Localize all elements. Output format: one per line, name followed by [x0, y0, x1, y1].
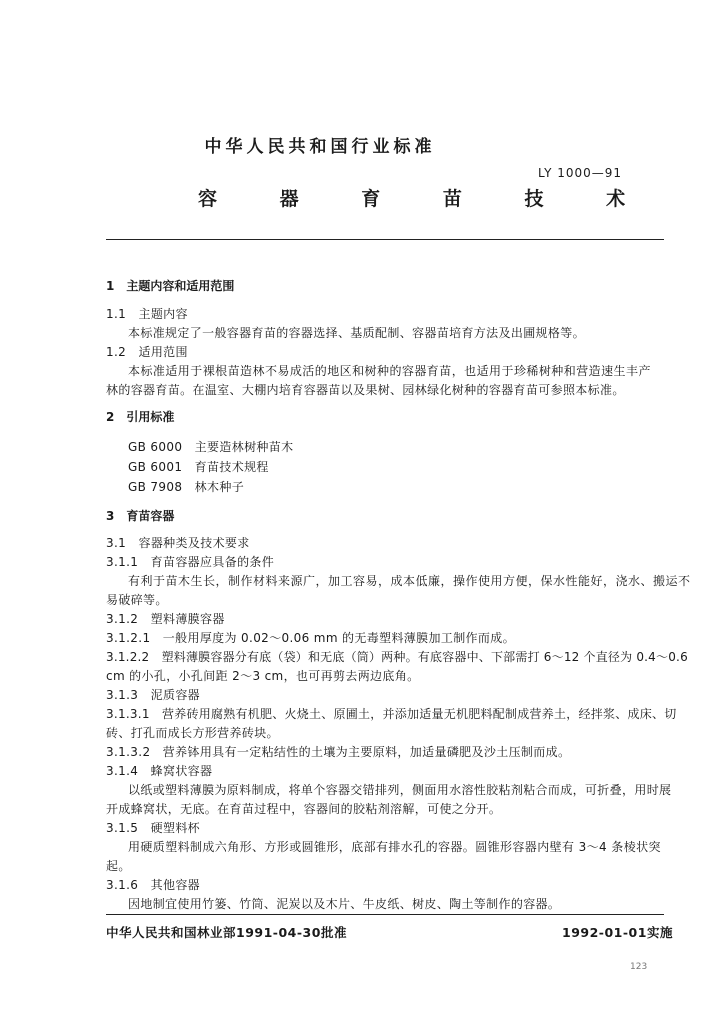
reference-item: GB 7908 林木种子: [128, 480, 245, 494]
paragraph: 本标准适用于裸根苗造林不易成活的地区和树种的容器育苗，也适用于珍稀树种和营造速生丰产: [128, 364, 651, 378]
paragraph: 本标准规定了一般容器育苗的容器选择、基质配制、容器苗培育方法及出圃规格等。: [128, 326, 585, 340]
subsection-heading: 3.1.6 其他容器: [106, 878, 201, 892]
document-title: 容 器 育 苗 技 术: [198, 188, 654, 210]
paragraph: 砖、打孔而成长方形营养砖块。: [106, 726, 279, 740]
paragraph: 3.1.2.2 塑料薄膜容器分有底（袋）和无底（筒）两种。有底容器中、下部需打 6～12 个直径为 0.4～0.6: [106, 650, 688, 664]
paragraph: 用硬质塑料制成六角形、方形或圆锥形，底部有排水孔的容器。圆锥形容器内壁有 3～4 条棱状突: [128, 840, 661, 854]
paragraph: 有利于苗木生长，制作材料来源广，加工容易，成本低廉，操作使用方便，保水性能好，浇水、搬运不: [128, 574, 691, 588]
paragraph: 3.1.2.1 一般用厚度为 0.02～0.06 mm 的无毒塑料薄膜加工制作而成。: [106, 631, 515, 645]
standard-name: 中华人民共和国行业标准: [204, 137, 436, 157]
approval-line: 中华人民共和国林业部1991-04-30批准: [106, 925, 347, 940]
subsection-heading: 3.1 容器种类及技术要求: [106, 536, 250, 550]
section-heading: 3 育苗容器: [106, 509, 175, 523]
reference-item: GB 6000 主要造林树种苗木: [128, 440, 294, 454]
paragraph: 3.1.3.2 营养钵用具有一定粘结性的土壤为主要原料，加适量磷肥及沙土压制而成。: [106, 745, 571, 759]
subsection-heading: 3.1.5 硬塑料杯: [106, 821, 201, 835]
paragraph: 易破碎等。: [106, 593, 168, 607]
paragraph: 林的容器育苗。在温室、大棚内培育容器苗以及果树、园林绿化树种的容器育苗可参照本标准。: [106, 383, 625, 397]
subsection-heading: 3.1.4 蜂窝状容器: [106, 764, 213, 778]
subsection-heading: 1.1 主题内容: [106, 307, 188, 321]
paragraph: 开成蜂窝状，无底。在育苗过程中，容器间的胶粘剂溶解，可使之分开。: [106, 802, 502, 816]
paragraph: cm 的小孔，小孔间距 2～3 cm，也可再剪去两边底角。: [106, 669, 420, 683]
implementation-date: 1992-01-01实施: [562, 925, 673, 940]
paragraph: 起。: [106, 859, 131, 873]
page-number: 123: [630, 962, 648, 972]
section-heading: 2 引用标准: [106, 410, 175, 424]
paragraph: 以纸或塑料薄膜为原料制成，将单个容器交错排列，侧面用水溶性胶粘剂粘合而成，可折叠，用时展: [128, 783, 672, 797]
reference-item: GB 6001 育苗技术规程: [128, 460, 269, 474]
footer-rule: [106, 914, 664, 915]
subsection-heading: 3.1.3 泥质容器: [106, 688, 201, 702]
subsection-heading: 1.2 适用范围: [106, 345, 188, 359]
section-heading: 1 主题内容和适用范围: [106, 279, 235, 293]
paragraph: 因地制宜使用竹篓、竹筒、泥炭以及木片、牛皮纸、树皮、陶土等制作的容器。: [128, 897, 561, 911]
header-rule: [106, 239, 664, 240]
subsection-heading: 3.1.1 育苗容器应具备的条件: [106, 555, 275, 569]
paragraph: 3.1.3.1 营养砖用腐熟有机肥、火烧土、原圃土，并添加适量无机肥料配制成营养土，经拌浆、成床、切: [106, 707, 677, 721]
standard-number: LY 1000—91: [538, 166, 623, 180]
subsection-heading: 3.1.2 塑料薄膜容器: [106, 612, 225, 626]
